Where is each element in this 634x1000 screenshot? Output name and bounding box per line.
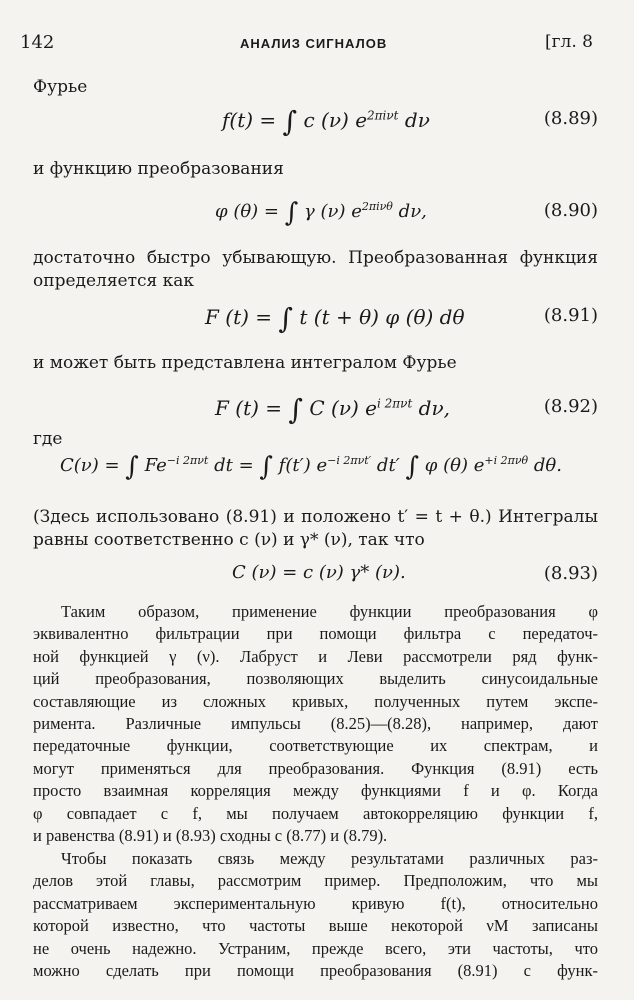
paragraph-line: можно сделать при помощи преобразования (8.91) с функ- xyxy=(33,961,598,981)
paragraph-line: не очень надежно. Устраним, прежде всего, эти частоты, что xyxy=(33,938,598,958)
paragraph-line: могут применяться для преобразования. Функция (8.91) есть xyxy=(33,758,598,778)
paragraph-line: просто взаимная корреляция между функциями f и φ. Когда xyxy=(33,781,598,801)
equation-8-89: f(t) = ∫ c (ν) $e^{2\pi i\nu t}$ dν xyxy=(222,105,430,138)
equation-number: (8.89) xyxy=(543,108,598,129)
equation-8-93: C (ν) = c (ν) γ* (ν). xyxy=(232,562,406,583)
paragraph-line: ций преобразования, позволяющих выделить синусоидальные xyxy=(33,669,598,689)
text-line: определяется как xyxy=(33,271,195,291)
page-number: 142 xyxy=(20,32,55,53)
paragraph-line: которой известно, что частоты выше некоторой νM записаны xyxy=(33,916,598,936)
paragraph-line: и равенства (8.91) и (8.93) сходны с (8.77) и (8.79). xyxy=(33,826,388,846)
text-line: (Здесь использовано (8.91) и положено t′ = t + θ.) Интегралы xyxy=(33,507,598,527)
text-line: и может быть представлена интегралом Фурье xyxy=(33,353,457,373)
chapter-marker: [гл. 8 xyxy=(545,32,593,52)
text-line: равны соответственно c (ν) и γ* (ν), так что xyxy=(33,530,425,550)
equation-number: (8.90) xyxy=(543,200,598,221)
paragraph-1 xyxy=(33,601,598,847)
paragraph-line: составляющие из сложных кривых, полученных путем экспе- xyxy=(33,691,598,711)
text-line: и функцию преобразования xyxy=(33,159,284,179)
intro-word: Фурье xyxy=(33,77,88,97)
paragraph-line: φ совпадает с f, мы получаем автокорреляцию функции f, xyxy=(33,803,598,823)
equation-8-91: F (t) = ∫ t (t + θ) φ (θ) dθ xyxy=(205,302,465,335)
paragraph-2 xyxy=(33,848,598,982)
paragraph-line: римента. Различные импульсы (8.25)—(8.28), например, дают xyxy=(33,714,598,734)
equation-number: (8.92) xyxy=(543,396,598,417)
text-line: где xyxy=(33,429,63,449)
equation-number: (8.91) xyxy=(543,305,598,326)
equation-c-nu: C(ν) = ∫ $Fe^{-i 2\pi\nu t}$ dt = ∫ f(t′) $e^{-i 2\pi\nu t'}$ dt′ ∫ φ (θ) $e^{+i 2\pi\nu\theta}$ dθ. xyxy=(60,452,562,482)
equation-8-92: F (t) = ∫ C (ν) $e^{i 2\pi\nu t}$ dν, xyxy=(215,393,450,426)
equation-8-90: φ (θ) = ∫ γ (ν) $e^{2\pi i\nu\theta}$ dν, xyxy=(215,198,427,228)
paragraph-line: Таким образом, применение функции преобразования φ xyxy=(61,602,598,621)
paragraph-line: делов этой главы, рассмотрим пример. Предположим, что мы xyxy=(33,871,598,891)
text-line: достаточно быстро убывающую. Преобразованная функция xyxy=(33,248,598,268)
paragraph-line: эквивалентно фильтрации при помощи фильтра с передаточ- xyxy=(33,624,598,644)
paragraph-line: Чтобы показать связь между результатами различных раз- xyxy=(61,849,598,868)
paragraph-line: рассматриваем экспериментальную кривую f(t), относительно xyxy=(33,893,598,913)
equation-number: (8.93) xyxy=(543,563,598,584)
running-title: АНАЛИЗ СИГНАЛОВ xyxy=(240,36,388,51)
paragraph-line: ной функцией γ (ν). Лабруст и Леви рассмотрели ряд функ- xyxy=(33,646,598,666)
paragraph-line: передаточные функции, соответствующие их спектрам, и xyxy=(33,736,598,756)
